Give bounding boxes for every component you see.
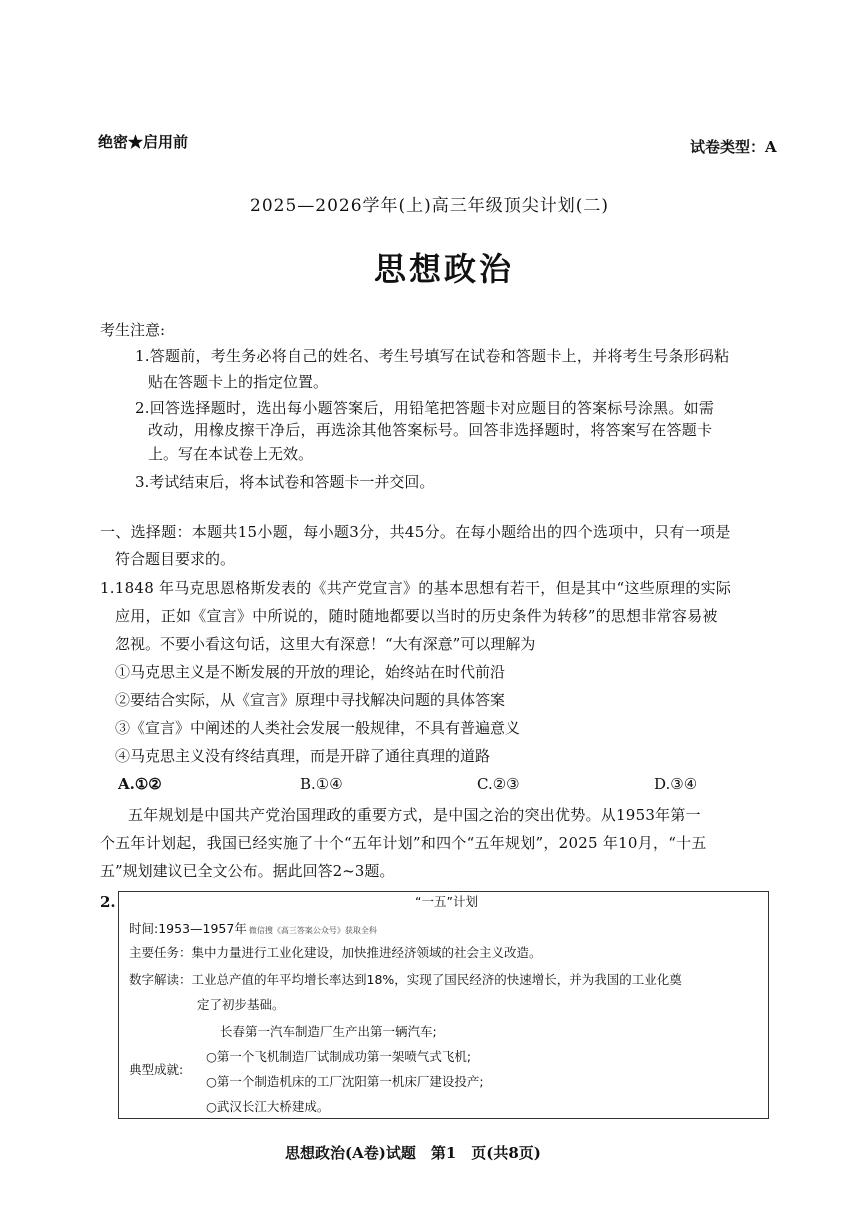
q1-stem-line3: 忽视。不要小看这句话，这里大有深意！“大有深意”可以理解为 [115, 635, 536, 653]
notice-item3: 3.考试结束后，将本试卷和答题卡一并交回。 [135, 473, 435, 491]
passage-line2: 个五年计划起，我国已经实施了十个“五年计划”和四个“五年规划”，2025 年10月，“十五 [100, 834, 707, 852]
q1-stem-line1: 1.1848 年马克思恩格斯发表的《共产党宣言》的基本思想有若干，但是其中“这些原理的实际 [100, 579, 732, 597]
subject-title: 思想政治 [374, 250, 515, 288]
five-year-plan-table [118, 891, 769, 1119]
notice-heading: 考生注意: [100, 321, 166, 339]
watermark-text: 微信搜《高三答案公众号》获取全科 [248, 926, 377, 935]
table-data-line2: 定了初步基础。 [197, 997, 285, 1012]
q1-option-c: C.②③ [477, 775, 520, 793]
q1-statement-2: ②要结合实际，从《宣言》原理中寻找解决问题的具体答案 [115, 691, 506, 709]
q1-statement-3: ③《宣言》中阐述的人类社会发展一般规律，不具有普遍意义 [115, 719, 521, 737]
table-main-task: 主要任务：集中力量进行工业化建设，加快推进经济领域的社会主义改造。 [129, 945, 542, 960]
achievement-3: ○第一个制造机床的工厂沈阳第一机床厂建设投产; [206, 1074, 484, 1089]
notice-item2-line2: 改动，用橡皮擦干净后，再选涂其他答案标号。回答非选择题时，将答案写在答题卡 [148, 421, 713, 439]
achievement-4: ○武汉长江大桥建成。 [206, 1099, 330, 1114]
time-label: 时间:1953—1957年 [129, 921, 247, 936]
q1-option-b: B.①④ [300, 775, 343, 793]
q1-option-a: A.①② [118, 775, 162, 793]
notice-item2-line3: 上。写在本试卷上无效。 [148, 445, 314, 463]
header-secret: 绝密★启用前 [98, 133, 189, 151]
q1-stem-line2: 应用，正如《宣言》中所说的，随时随地都要以当时的历史条件为转移”的思想非常容易被 [115, 607, 718, 625]
achievement-2: ○第一个飞机制造厂试制成功第一架喷气式飞机; [206, 1049, 472, 1064]
passage-line1: 五年规划是中国共产党治国理政的重要方式，是中国之治的突出优势。从1953年第一 [128, 806, 701, 824]
q1-option-d: D.③④ [654, 775, 698, 793]
table-data-line1: 数字解读：工业总产值的年平均增长率达到18%，实现了国民经济的快速增长，并为我国的工业化奠 [129, 972, 682, 987]
section1-line2: 符合题目要求的。 [115, 550, 236, 568]
notice-item1-line2: 贴在答题卡上的指定位置。 [148, 373, 329, 391]
table-time [129, 921, 377, 939]
achievement-1: 长春第一汽车制造厂生产出第一辆汽车; [220, 1024, 437, 1039]
notice-item1-line1: 1.答题前，考生务必将自己的姓名、考生号填写在试卷和答题卡上，并将考生号条形码粘 [135, 347, 730, 365]
q1-statement-1: ①马克思主义是不断发展的开放的理论，始终站在时代前沿 [115, 663, 506, 681]
exam-title: 2025—2026学年(上)高三年级顶尖计划(二) [250, 196, 610, 216]
table-typical-label: 典型成就: [129, 1062, 184, 1077]
q1-statement-4: ④马克思主义没有终结真理，而是开辟了通往真理的道路 [115, 747, 491, 765]
q2-number: 2. [100, 893, 116, 911]
page-footer: 思想政治(A卷)试题 第1 页(共8页) [285, 1144, 541, 1162]
table-title: “一五”计划 [415, 894, 478, 909]
notice-item2-line1: 2.回答选择题时，选出每小题答案后，用铅笔把答题卡对应题目的答案标号涂黑。如需 [135, 399, 715, 417]
section1-line1: 一、选择题：本题共15小题，每小题3分，共45分。在每小题给出的四个选项中，只有一项是 [100, 523, 731, 541]
header-paper-type: 试卷类型：A [690, 138, 777, 156]
passage-line3: 五”规划建议已全文公布。据此回答2~3题。 [100, 862, 395, 880]
